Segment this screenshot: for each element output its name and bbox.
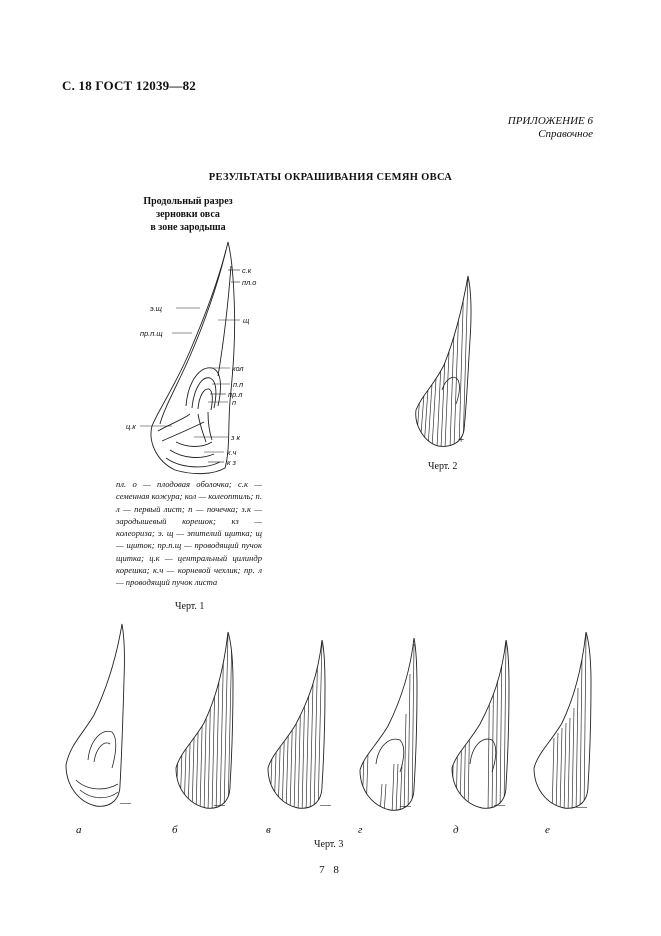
page-number: 7 8: [319, 864, 342, 876]
figure1-legend: пл. о — плодовая оболочка; с.к — семенная кожура; кол — колеоптиль; п. л — первый лист; п — почечка; з.к — зародышевый корешок; кз — колеориза; э. щ — эпителий щитка; щ — щиток; пр.п.щ — проводящий пучок щитка; ц.к — центральный цилиндр корешка; к.ч — корневой чехлик; пр. л — проводящий пучок листа: [116, 479, 262, 588]
label-shch: щ: [243, 316, 250, 325]
label-sk: с.к: [242, 266, 252, 275]
figure2-stained-seed: [404, 270, 474, 450]
figure3-mark-e: —: [576, 801, 587, 813]
figure3-letter-d: д: [453, 824, 459, 836]
subtitle-line-2: зерновки овса: [156, 209, 220, 220]
appendix-note: Справочное: [538, 128, 593, 140]
figure3-mark-v: —: [320, 799, 331, 811]
label-zk: з к: [231, 433, 240, 442]
figure3-letter-e: е: [545, 824, 550, 836]
appendix-block: [508, 115, 593, 141]
label-tsk: ц.к: [126, 422, 136, 431]
label-plo: пл.о: [242, 278, 257, 287]
figure2-mark: +: [458, 434, 465, 446]
figure2-caption: Черт. 2: [428, 461, 458, 472]
figure3-letter-v: в: [266, 824, 271, 836]
figure3-letter-g: г: [358, 824, 363, 836]
label-kz: к з: [227, 458, 236, 467]
label-pp: п.п: [233, 380, 244, 389]
figure3-mark-d: —: [494, 799, 505, 811]
figure3-row: [0, 620, 661, 820]
figure3-mark-b: —: [214, 799, 225, 811]
page-title: РЕЗУЛЬТАТЫ ОКРАШИВАНИЯ СЕМЯН ОВСА: [208, 172, 453, 183]
figure1-caption: Черт. 1: [175, 601, 205, 612]
label-prl: пр.л: [228, 390, 243, 399]
subtitle-line-3: в зоне зародыша: [150, 222, 226, 233]
document-header: С. 18 ГОСТ 12039—82: [62, 78, 196, 93]
figure3-mark-g: —: [400, 800, 411, 812]
figure3-caption: Черт. 3: [314, 839, 344, 850]
label-esch: э.щ: [150, 304, 162, 313]
figure3-seed-g: [352, 634, 427, 814]
figure1-subtitle: [118, 195, 258, 234]
figure3-mark-a: —: [120, 797, 131, 809]
label-kch: к.ч: [227, 448, 237, 457]
figure3-seed-v: [262, 636, 337, 814]
subtitle-line-1: Продольный разрез: [143, 196, 233, 207]
label-kol: кол: [232, 364, 244, 373]
figure3-letter-a: а: [76, 824, 82, 836]
label-prpsch: пр.п.щ: [140, 329, 163, 338]
figure1-section-drawing: [100, 236, 280, 481]
figure3-seed-b: [170, 628, 245, 813]
label-p: п: [232, 398, 237, 407]
figure3-letter-b: б: [172, 824, 178, 836]
appendix-title: ПРИЛОЖЕНИЕ 6: [507, 115, 593, 127]
figure3-seed-a: [60, 620, 135, 815]
figure3-seed-d: [446, 636, 521, 814]
figure3-seed-e: [528, 628, 603, 814]
